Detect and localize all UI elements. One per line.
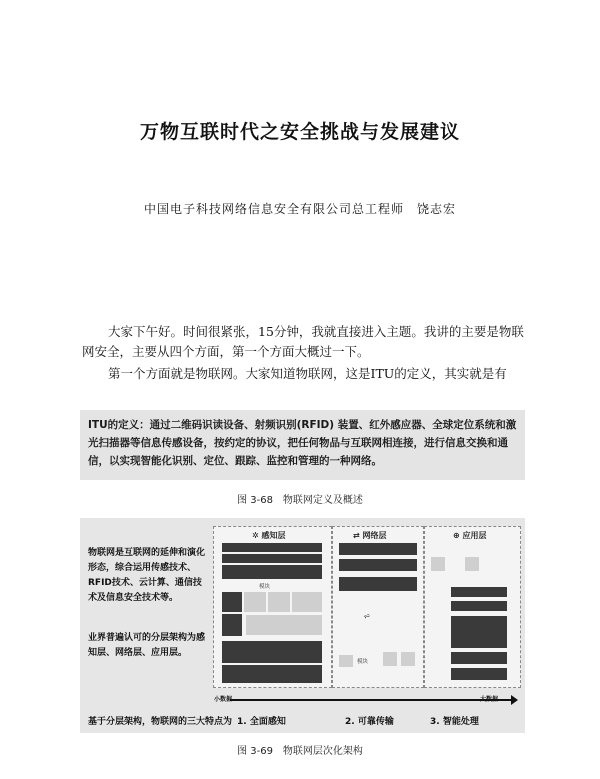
perception-block (292, 592, 322, 612)
application-block (431, 557, 445, 571)
author-line: 中国电子科技网络信息安全有限公司总工程师 饶志宏 (143, 202, 456, 216)
perception-block (222, 543, 322, 552)
small-data-label: 小数据 (214, 696, 233, 703)
network-block (401, 652, 415, 666)
perception-block (222, 554, 322, 563)
perception-block (222, 665, 322, 683)
network-node-icon: ✲ (252, 531, 259, 540)
three-features-intro: 基于分层架构，物联网的三大特点为 (88, 717, 233, 727)
network-layer-panel (332, 526, 424, 688)
iot-description-text: 物联网是互联网的延伸和演化形态，综合运用传感技术、RFID技术、云计算、通信技术及信息安全技术等。 (88, 548, 206, 603)
layer-architecture-text: 业界普遍认可的分层架构为感知层、网络层、应用层。 (88, 633, 206, 658)
perception-block (222, 641, 322, 663)
application-block (451, 601, 507, 611)
application-layer-panel (424, 526, 521, 688)
network-module-label: 模块 (357, 659, 369, 665)
network-layer-title: ⇄ 网络层 (353, 531, 387, 540)
application-layer-title: ⊕ 应用层 (453, 531, 487, 540)
application-block (451, 616, 507, 648)
feature-reliable-transmission: 2. 可靠传输 (345, 717, 394, 727)
big-data-label: 大数据 (480, 696, 499, 703)
application-block (451, 668, 507, 680)
data-scale-arrow (230, 699, 515, 701)
application-block (451, 652, 507, 664)
network-block (339, 577, 417, 591)
network-block (339, 655, 353, 667)
feature-intelligent-processing: 3. 智能处理 (430, 717, 479, 727)
article-title: 万物互联时代之安全挑战与发展建议 (139, 121, 460, 143)
application-block (451, 587, 507, 597)
feature-comprehensive-perception: 1. 全面感知 (237, 717, 286, 727)
network-block (339, 559, 417, 571)
perception-block (222, 592, 242, 612)
application-icon: ⊕ (453, 531, 460, 540)
perception-layer-panel (213, 526, 332, 688)
perception-block (222, 565, 322, 579)
application-block (465, 557, 479, 571)
antenna-icon: ⩫ (363, 612, 371, 622)
figure-1-caption: 图 3-68 物联网定义及概述 (237, 495, 363, 506)
perception-block (246, 615, 322, 635)
perception-block (222, 614, 242, 636)
network-block (339, 543, 417, 555)
figure-2-caption: 图 3-69 物联网层次化架构 (237, 746, 363, 757)
itu-definition-text: ITU的定义：通过二维码识读设备、射频识别(RFID) 装置、红外感应器、全球定位系统和激光扫描器等信息传感设备，按约定的协议，把任何物品与互联网相连接，进行信息交换和通信，以实现智能化识别、定位、跟踪、监控和管理的一种网络。 (88, 419, 517, 467)
perception-block (268, 592, 290, 612)
network-icon: ⇄ (353, 531, 360, 540)
perception-module-label: 模块 (259, 584, 271, 590)
paragraph-1: 大家下午好。时间很紧张，15分钟，我就直接进入主题。我讲的主要是物联网安全，主要从四个方面，第一个方面大概过一下。 (82, 324, 524, 359)
figure-itu-definition (80, 410, 525, 480)
paragraph-2: 第一个方面就是物联网。大家知道物联网，这是ITU的定义，其实就是有 (108, 366, 507, 381)
perception-layer-title: ✲ 感知层 (252, 531, 286, 540)
network-block (383, 652, 397, 666)
arrow-head-icon (511, 695, 518, 705)
figure-iot-architecture (80, 518, 525, 733)
perception-block (244, 592, 266, 612)
